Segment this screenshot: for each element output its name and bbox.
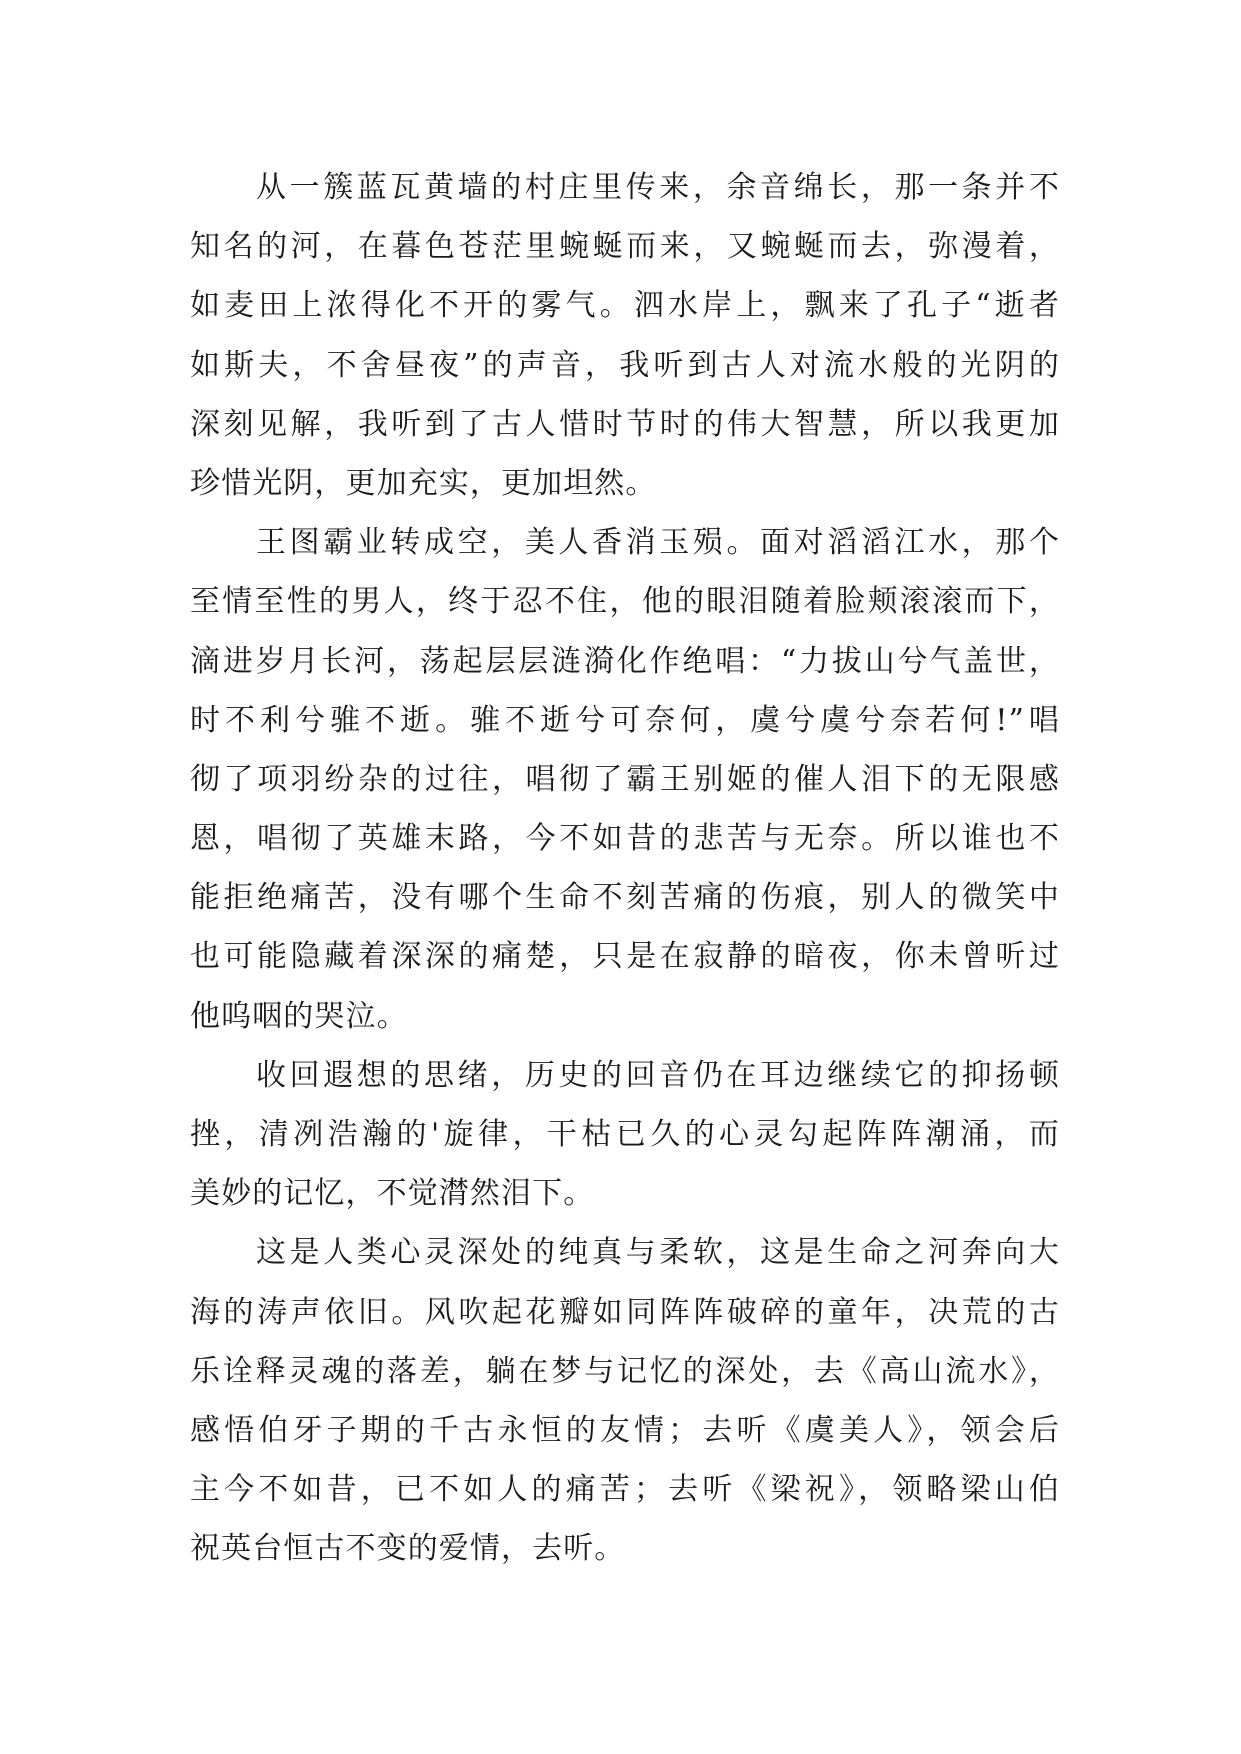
text-line: 主今不如昔，已不如人的痛苦；去听《梁祝》，领略梁山伯 (190, 1472, 1060, 1508)
text-line: 他呜咽的哭泣。 (190, 998, 408, 1034)
paragraph-2 (190, 513, 1060, 1046)
text-line: 如麦田上浓得化不开的雾气。泗水岸上，飘来了孔子“逝者 (190, 288, 1060, 324)
text-line: 王图霸业转成空，美人香消玉殒。面对滔滔江水，那个 (256, 525, 1060, 561)
text-line: 感悟伯牙子期的千古永恒的友情；去听《虞美人》，领会后 (190, 1412, 1060, 1448)
text-line: 收回遐想的思绪，历史的回音仍在耳边继续它的抑扬顿 (256, 1057, 1060, 1093)
text-line: 时不利兮骓不逝。骓不逝兮可奈何，虞兮虞兮奈若何!”唱 (190, 702, 1060, 738)
text-line: 祝英台恒古不变的爱情，去听。 (190, 1531, 626, 1567)
text-line: 深刻见解，我听到了古人惜时节时的伟大智慧，所以我更加 (190, 406, 1060, 442)
text-line: 从一簇蓝瓦黄墙的村庄里传来，余音绵长，那一条并不 (256, 170, 1060, 205)
text-line: 知名的河，在暮色苍茫里蜿蜒而来，又蜿蜒而去，弥漫着， (190, 229, 1060, 265)
text-line: 乐诠释灵魂的落差，躺在梦与记忆的深处，去《高山流水》， (190, 1353, 1060, 1389)
text-line: 恩，唱彻了英雄末路，今不如昔的悲苦与无奈。所以谁也不 (190, 821, 1060, 857)
text-line: 至情至性的男人，终于忍不住，他的眼泪随着脸颊滚滚而下， (190, 584, 1060, 620)
paragraph-4 (190, 1223, 1060, 1578)
text-line: 彻了项羽纷杂的过往，唱彻了霸王别姬的催人泪下的无限感 (190, 761, 1060, 797)
text-line: 挫，清冽浩瀚的'旋律，干枯已久的心灵勾起阵阵潮涌，而 (190, 1117, 1060, 1152)
text-line: 美妙的记忆，不觉潸然泪下。 (190, 1176, 595, 1212)
text-line: 珍惜光阴，更加充实，更加坦然。 (190, 465, 657, 501)
text-line: 滴进岁月长河，荡起层层涟漪化作绝唱：“力拔山兮气盖世， (190, 643, 1060, 679)
text-line: 海的涛声依旧。风吹起花瓣如同阵阵破碎的童年，决荒的古 (190, 1294, 1060, 1330)
body-text (190, 158, 1060, 1579)
text-line: 这是人类心灵深处的纯真与柔软，这是生命之河奔向大 (256, 1235, 1060, 1271)
text-line: 能拒绝痛苦，没有哪个生命不刻苦痛的伤痕，别人的微笑中 (190, 880, 1060, 916)
text-line: 也可能隐藏着深深的痛楚，只是在寂静的暗夜，你未曾听过 (190, 939, 1060, 975)
paragraph-3 (190, 1046, 1060, 1224)
paragraph-1 (190, 158, 1060, 513)
text-line: 如斯夫，不舍昼夜”的声音，我听到古人对流水般的光阴的 (190, 347, 1060, 383)
